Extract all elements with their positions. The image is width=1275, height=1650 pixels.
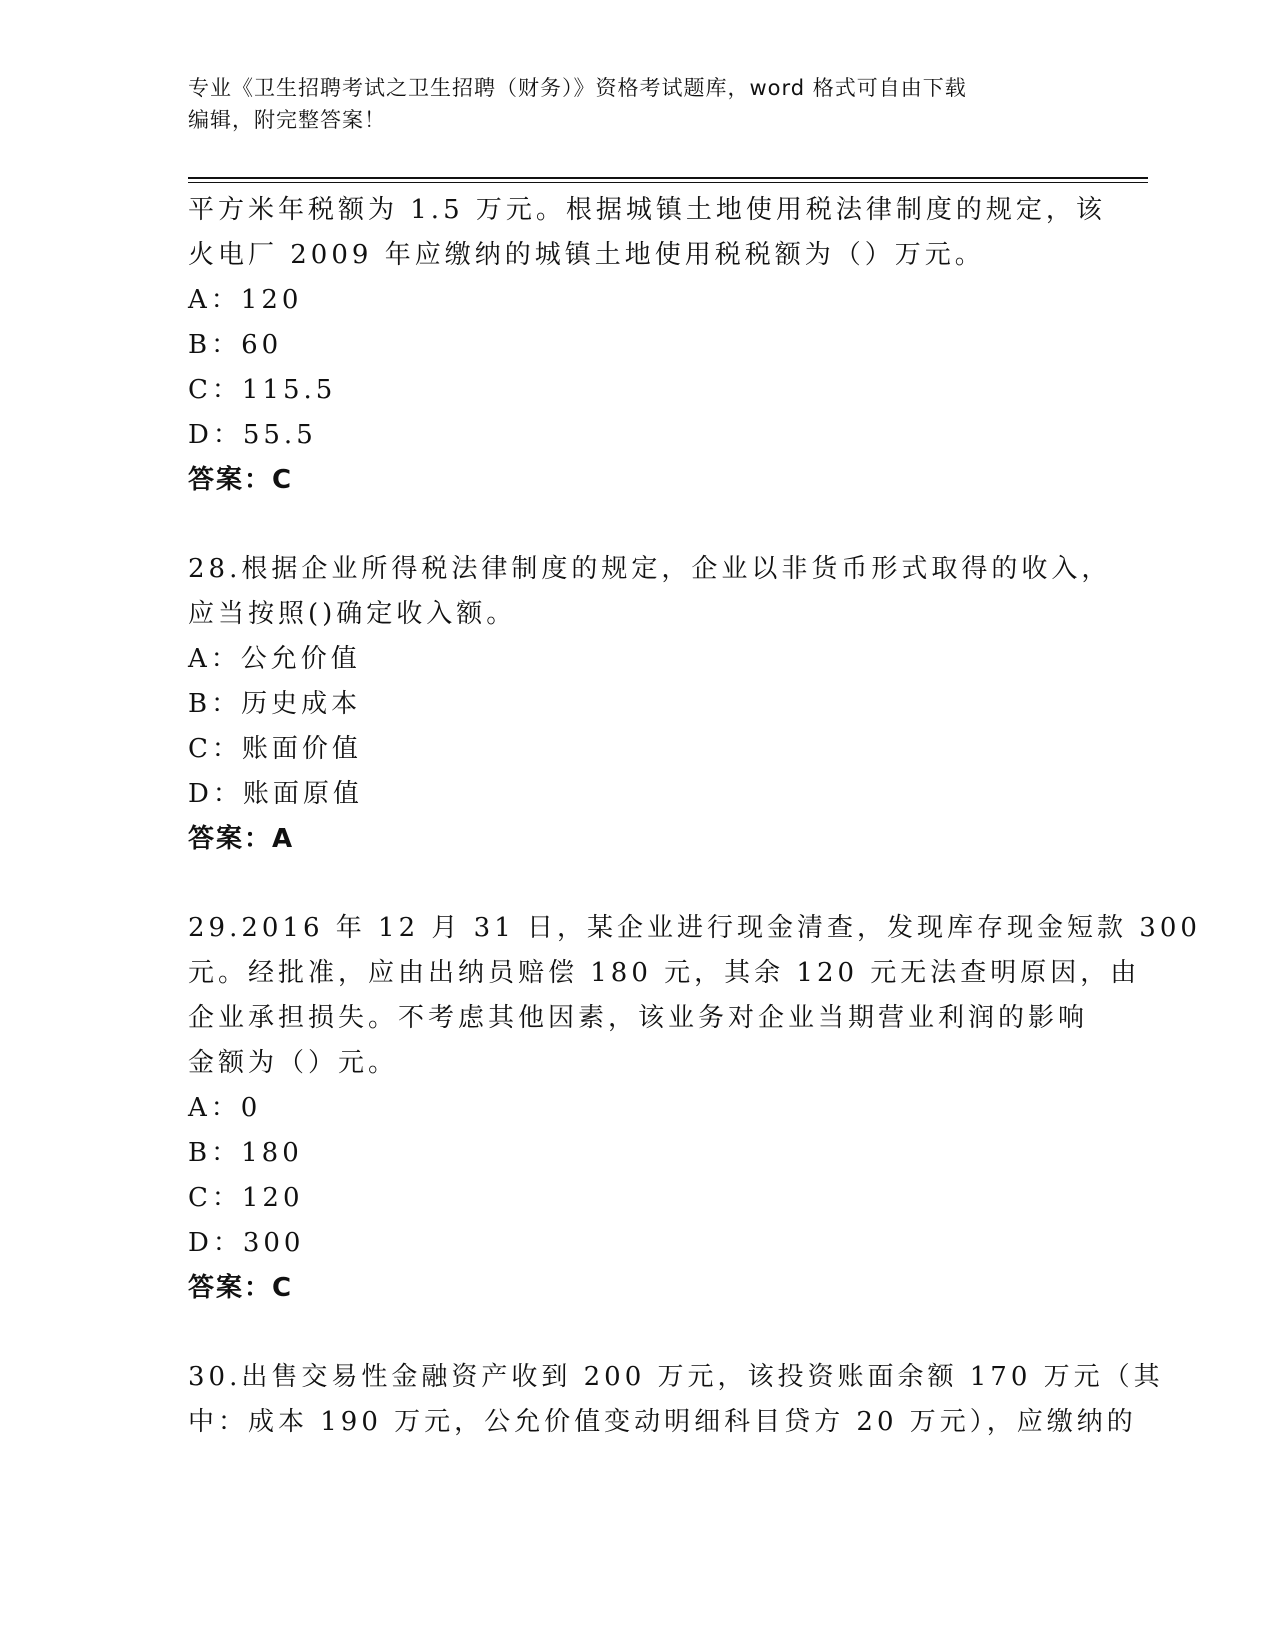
option-b: B：180 <box>188 1138 303 1168</box>
question-text: 28.根据企业所得税法律制度的规定，企业以非货币形式取得的收入， <box>188 554 1112 584</box>
option-d: D：账面原值 <box>188 779 363 809</box>
option-b: B：60 <box>188 330 283 360</box>
option-b: B：历史成本 <box>188 689 362 719</box>
question-text: 金额为（）元。 <box>188 1048 399 1078</box>
answer: 答案：A <box>188 824 295 854</box>
option-a: A：公允价值 <box>188 644 361 674</box>
option-a: A：120 <box>188 285 303 315</box>
question-text: 企业承担损失。不考虑其他因素，该业务对企业当期营业利润的影响 <box>188 1003 1089 1033</box>
header-line-2: 编辑，附完整答案！ <box>188 108 386 132</box>
header-line-1: 专业《卫生招聘考试之卫生招聘（财务）》资格考试题库，word 格式可自由下载 <box>188 76 967 100</box>
question-text: 平方米年税额为 1.5 万元。根据城镇土地使用税法律制度的规定，该 <box>188 195 1106 225</box>
option-d: D：55.5 <box>188 420 317 450</box>
answer: 答案：C <box>188 465 294 495</box>
option-c: C：115.5 <box>188 375 337 405</box>
option-c: C：120 <box>188 1183 304 1213</box>
question-text: 29.2016 年 12 月 31 日，某企业进行现金清查，发现库存现金短款 300 <box>188 913 1201 943</box>
option-d: D：300 <box>188 1228 305 1258</box>
question-text: 火电厂 2009 年应缴纳的城镇土地使用税税额为（）万元。 <box>188 240 985 270</box>
question-list <box>188 188 1201 1445</box>
option-c: C：账面价值 <box>188 734 362 764</box>
answer: 答案：C <box>188 1273 294 1303</box>
option-a: A：0 <box>188 1093 262 1123</box>
question-27 <box>188 188 1106 503</box>
question-29 <box>188 906 1201 1311</box>
question-28 <box>188 547 1112 862</box>
page-header <box>188 72 1068 136</box>
question-30 <box>188 1355 1164 1445</box>
question-text: 中：成本 190 万元，公允价值变动明细科目贷方 20 万元），应缴纳的 <box>188 1407 1137 1437</box>
header-rule-thin <box>188 182 1148 183</box>
question-text: 应当按照()确定收入额。 <box>188 599 517 629</box>
question-text: 元。经批准，应由出纳员赔偿 180 元，其余 120 元无法查明原因，由 <box>188 958 1141 988</box>
header-rule-thick <box>188 177 1148 179</box>
question-text: 30.出售交易性金融资产收到 200 万元，该投资账面余额 170 万元（其 <box>188 1362 1164 1392</box>
